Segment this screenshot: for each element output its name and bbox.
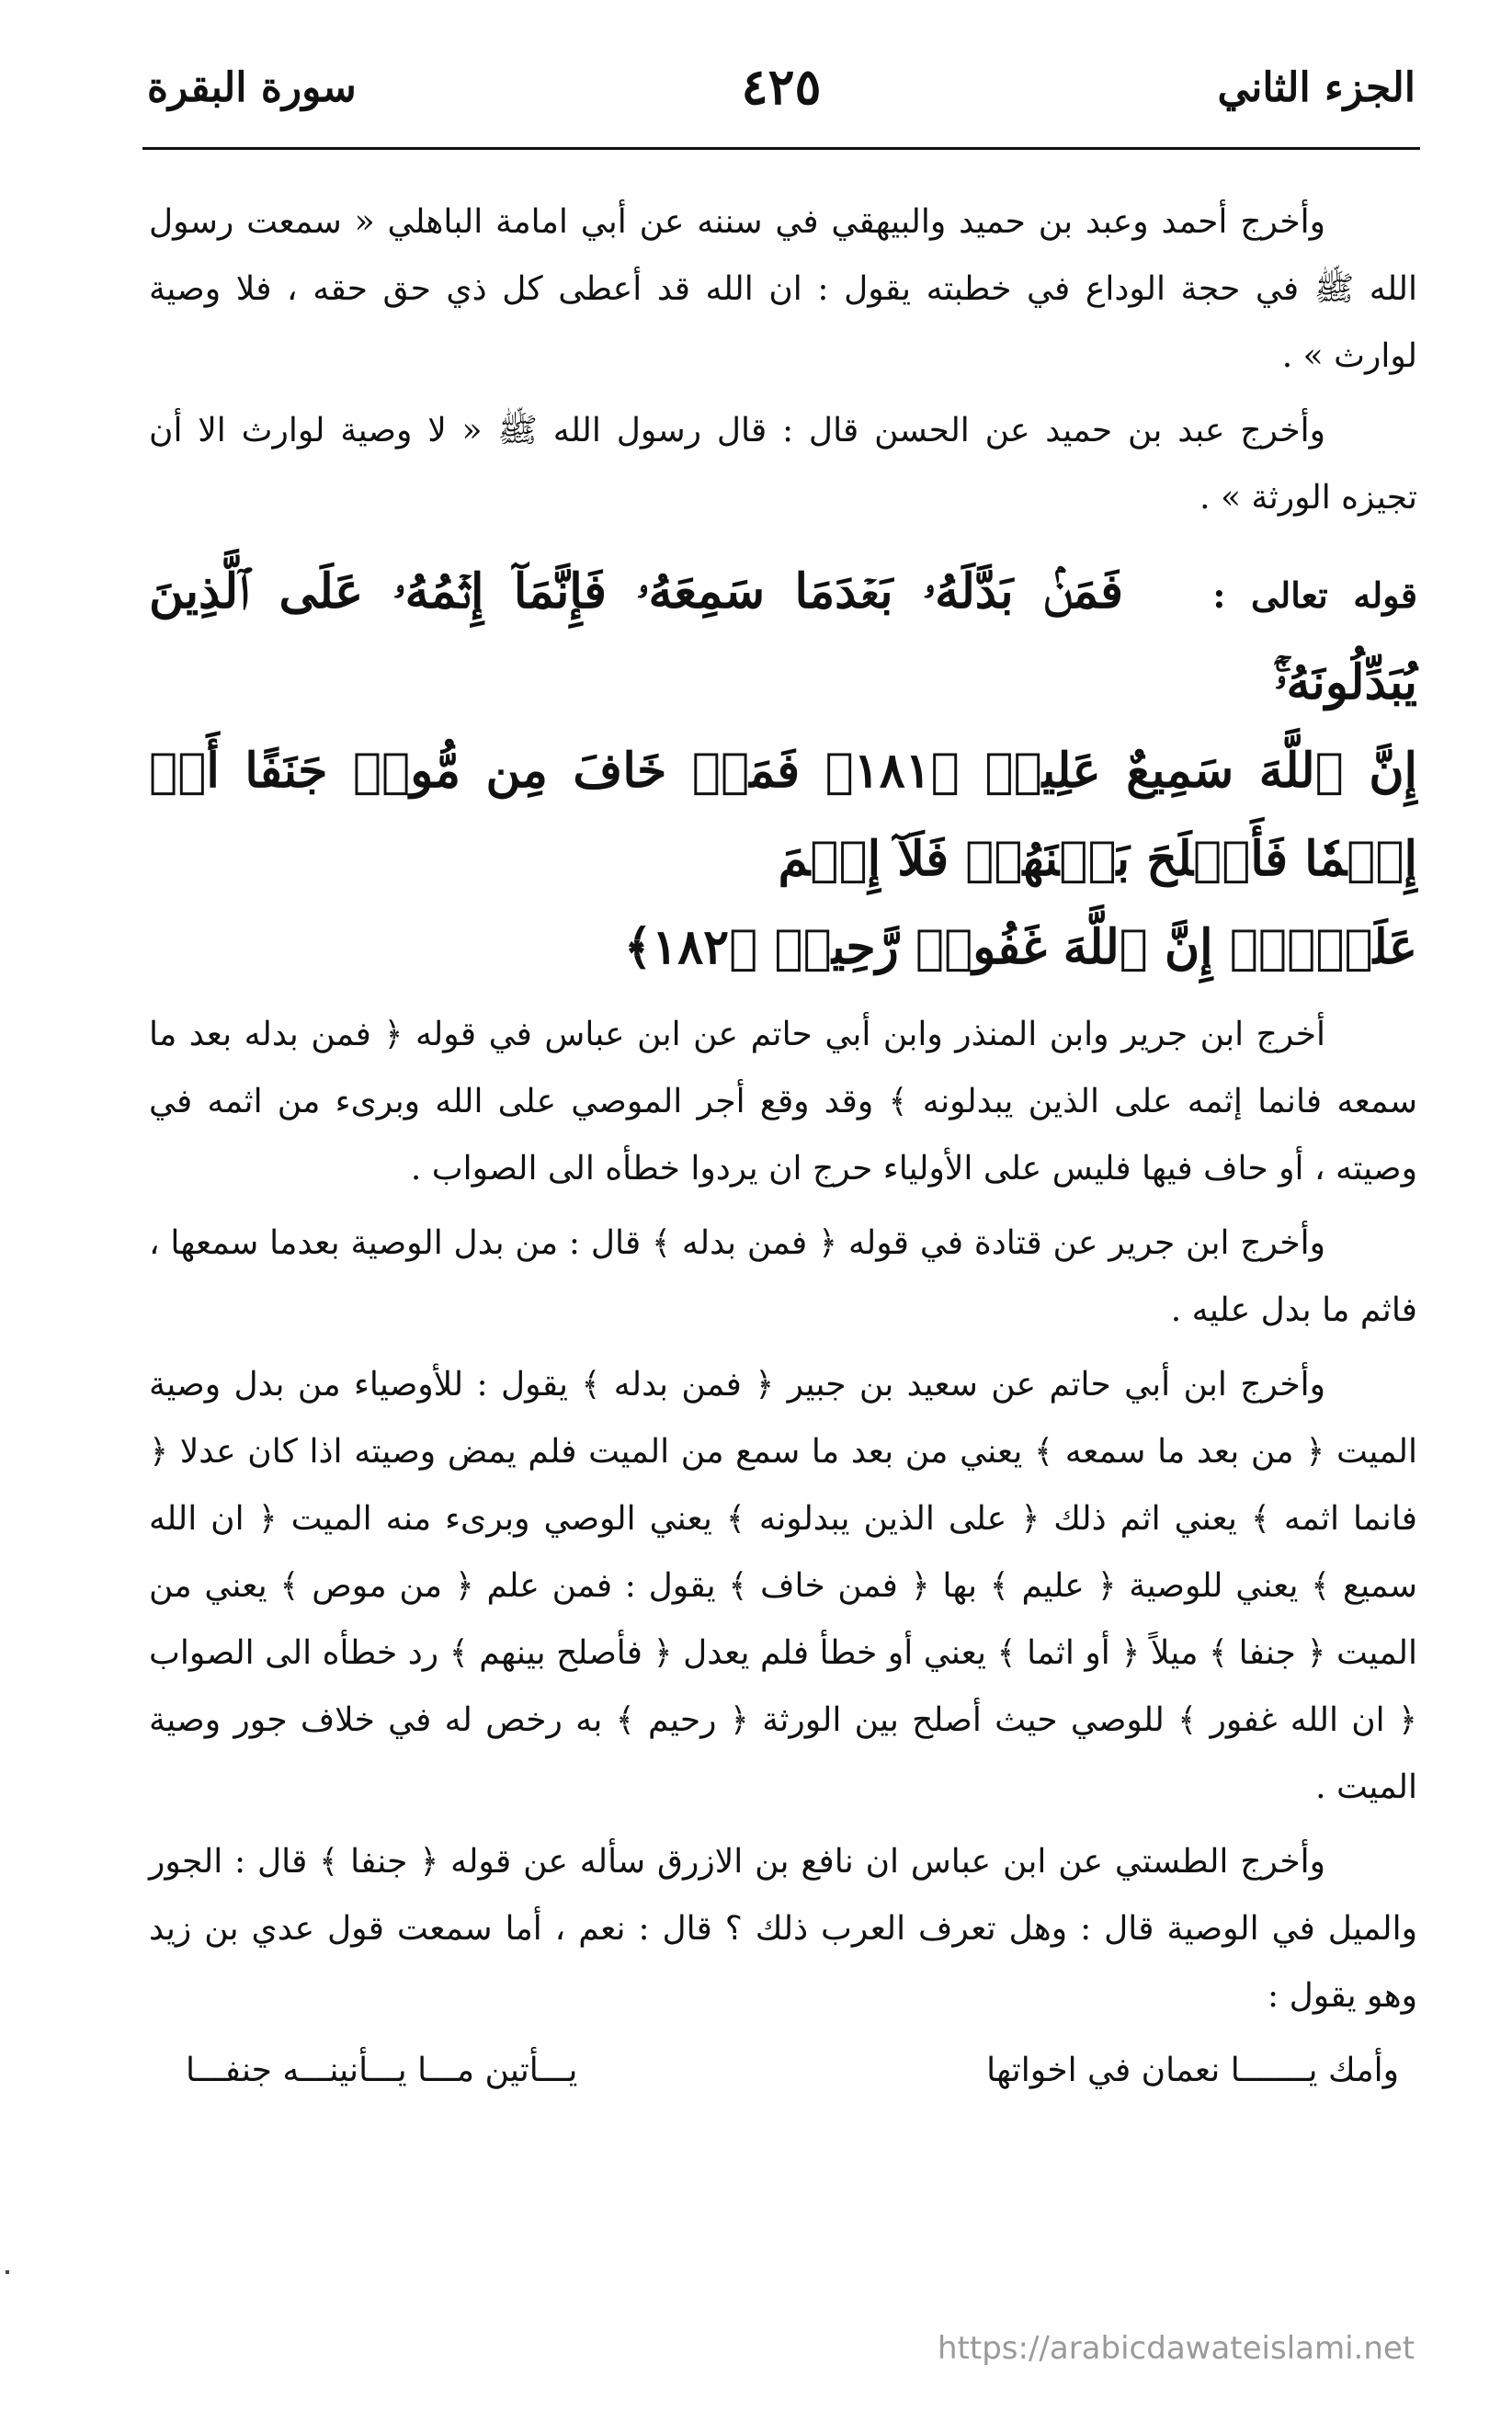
poem-hemistich-2: يـــأتين مـــا يـــأنينـــه جنفـــا (186, 2052, 578, 2089)
watermark-url: https://arabicdawateislami.net (938, 2330, 1415, 2367)
paragraph: وأخرج عبد بن حميد عن الحسن قال : قال رسول الله ﷺ « لا وصية لوارث الا أن تجيزه الورثة » . (149, 412, 1417, 517)
surah-label: سورة البقرة (147, 64, 357, 111)
page-body (149, 188, 1417, 2104)
paragraph: أخرج ابن جرير وابن المنذر وابن أبي حاتم عن ابن عباس في قوله ﴿ فمن بدله بعد ما سمعه فانما إثمه على الذين يبدلونه ﴾ وقد وقع أجر الموصي على الله وبرىء من اثمه في وصيته ، أو حاف فيها فليس على الأولياء حرج ان يردوا خطأه الى الصواب . (149, 1016, 1417, 1188)
page-number: ٤٢٥ (741, 57, 822, 116)
verse-line-1 (149, 548, 1417, 727)
verse-line-1-text: فَمَنۢ بَدَّلَهُۥ بَعۡدَمَا سَمِعَهُۥ فَإِنَّمَآ إِثۡمُهُۥ عَلَى ٱلَّذِينَ يُبَدِّلُونَهُۥٓۚ (149, 563, 1417, 710)
page-header (147, 44, 1415, 145)
poem-hemistich-1: وأمك يـــــــا نعمان في اخواتها (986, 2052, 1399, 2089)
header-rule (142, 147, 1420, 150)
scan-speck (6, 2270, 9, 2274)
quran-verse-block (149, 548, 1417, 992)
paragraph: وأخرج أحمد وعبد بن حميد والبيهقي في سننه عن أبي امامة الباهلي « سمعت رسول الله ﷺ في حجة الوداع في خطبته يقول : ان الله قد أعطى كل ذي حق حقه ، فلا وصية لوارث » . (149, 203, 1417, 375)
verse-line-2: إِنَّ ٱللَّهَ سَمِيعٌ عَلِيمٞ ﴿١٨١﴾ فَمَنۡ خَافَ مِن مُّوصٖ جَنَفًا أَوۡ إِثۡمٗا فَأَصۡلَحَ بَيۡنَهُمۡ فَلَآ إِثۡمَ (149, 743, 1417, 887)
paragraph: وأخرج الطستي عن ابن عباس ان نافع بن الازرق سأله عن قوله ﴿ جنفا ﴾ قال : الجور والميل في الوصية قال : وهل تعرف العرب ذلك ؟ قال : نعم ، أما سمعت قول عدي بن زيد وهو يقول : (149, 1843, 1417, 2015)
verse-intro: قوله تعالى : (1212, 574, 1417, 616)
paragraph: وأخرج ابن جرير عن قتادة في قوله ﴿ فمن بدله ﴾ قال : من بدل الوصية بعدما سمعها ، فاثم ما بدل عليه . (149, 1224, 1417, 1329)
verse-line-3: عَلَيۡهِۚ إِنَّ ٱللَّهَ غَفُورٞ رَّحِيمٞ ﴿١٨٢﴾ (623, 919, 1417, 975)
paragraph: وأخرج ابن أبي حاتم عن سعيد بن جبير ﴿ فمن بدله ﴾ يقول : للأوصياء من بدل وصية الميت ﴿ من بعد ما سمعه ﴾ يعني من بعد ما سمع من الميت فلم يمض وصيته اذا كان عدلا ﴿ فانما اثمه ﴾ يعني اثم ذلك ﴿ على الذين يبدلونه ﴾ يعني الوصي وبرىء منه الميت ﴿ ان الله سميع ﴾ يعني للوصية ﴿ عليم ﴾ بها ﴿ فمن خاف ﴾ يقول : فمن علم ﴿ من موص ﴾ يعني من الميت ﴿ جنفا ﴾ ميلاً ﴿ أو اثما ﴾ يعني أو خطأ فلم يعدل ﴿ فأصلح بينهم ﴾ رد خطأه الى الصواب ﴿ ان الله غفور ﴾ للوصي حيث أصلح بين الورثة ﴿ رحيم ﴾ به رخص له في خلاف جور وصية الميت . (149, 1366, 1417, 1806)
poem-verse (149, 2037, 1417, 2104)
juz-label: الجزء الثاني (1217, 64, 1415, 111)
